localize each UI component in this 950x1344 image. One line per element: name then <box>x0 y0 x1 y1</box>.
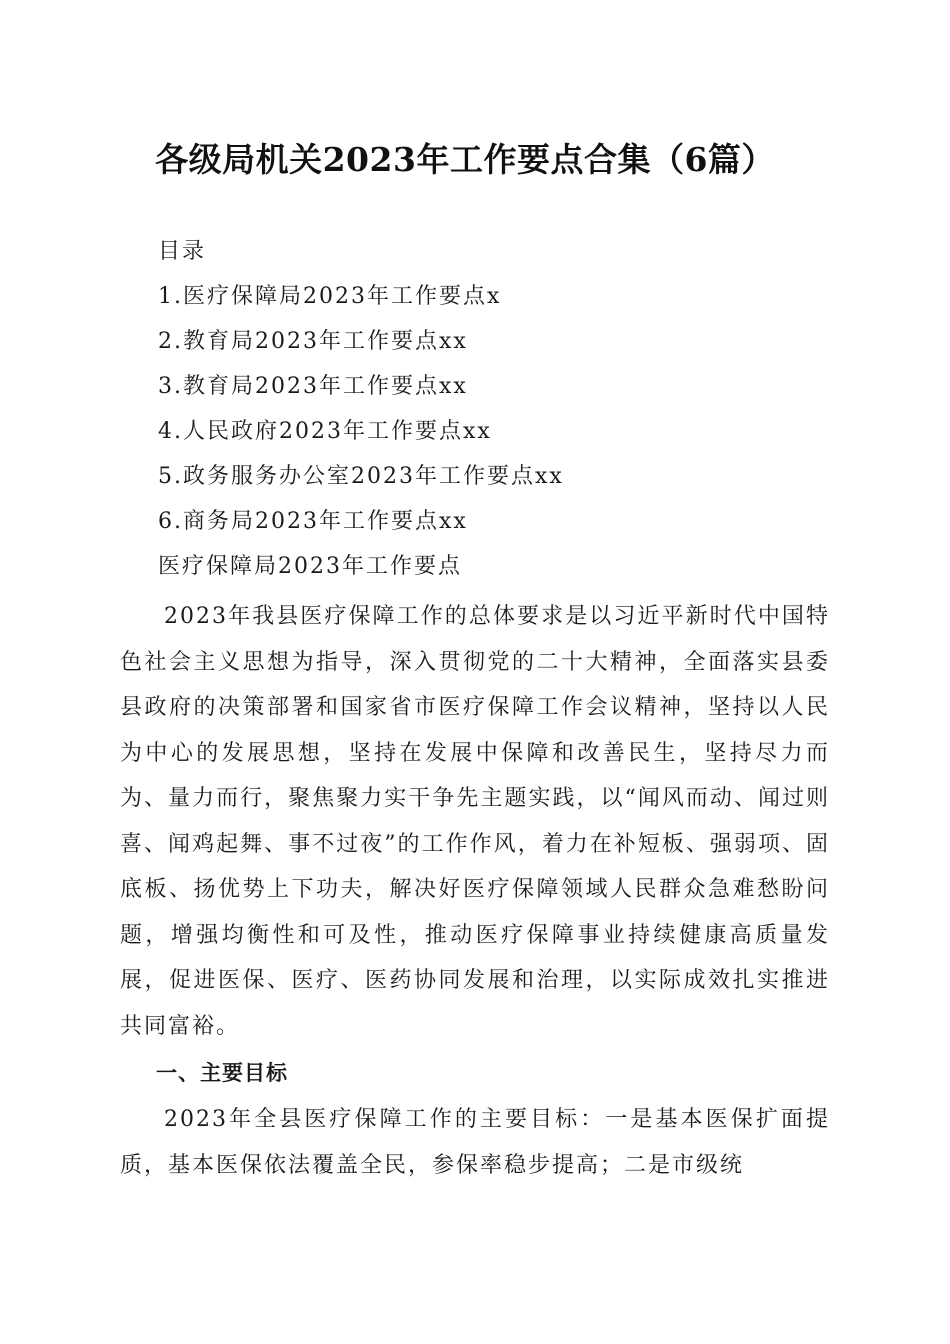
table-of-contents <box>158 234 858 594</box>
toc-item[interactable]: 1.医疗保障局2023年工作要点x <box>158 284 502 309</box>
toc-item[interactable]: 2.教育局2023年工作要点xx <box>158 329 468 354</box>
toc-heading: 目录 <box>158 239 207 264</box>
document-body <box>120 594 830 1188</box>
toc-item[interactable]: 3.教育局2023年工作要点xx <box>158 374 468 399</box>
toc-item[interactable]: 6.商务局2023年工作要点xx <box>158 509 468 534</box>
body-paragraph: 2023年我县医疗保障工作的总体要求是以习近平新时代中国特色社会主义思想为指导，深入贯彻党的二十大精神，全面落实县委县政府的决策部署和国家省市医疗保障工作会议精神，坚持以人民为中心的发展思想，坚持在发展中保障和改善民生，坚持尽力而为、量力而行，聚焦聚力实干争先主题实践，以“闻风而动、闻过则喜、闻鸡起舞、事不过夜”的工作作风，着力在补短板、强弱项、固底板、扬优势上下功夫，解决好医疗保障领域人民群众急难愁盼问题，增强均衡性和可及性，推动医疗保障事业持续健康高质量发展，促进医保、医疗、医药协同发展和治理，以实际成效扎实推进共同富裕。 <box>120 604 830 1039</box>
section-heading: 一、主要目标 <box>156 1061 288 1085</box>
toc-item[interactable]: 4.人民政府2023年工作要点xx <box>158 419 492 444</box>
section-title: 医疗保障局2023年工作要点 <box>158 554 462 579</box>
body-paragraph: 2023年全县医疗保障工作的主要目标：一是基本医保扩面提质，基本医保依法覆盖全民，参保率稳步提高；二是市级统 <box>120 1107 830 1178</box>
toc-item[interactable]: 5.政务服务办公室2023年工作要点xx <box>158 464 564 489</box>
document-title: 各级局机关2023年工作要点合集（6篇） <box>155 140 775 179</box>
